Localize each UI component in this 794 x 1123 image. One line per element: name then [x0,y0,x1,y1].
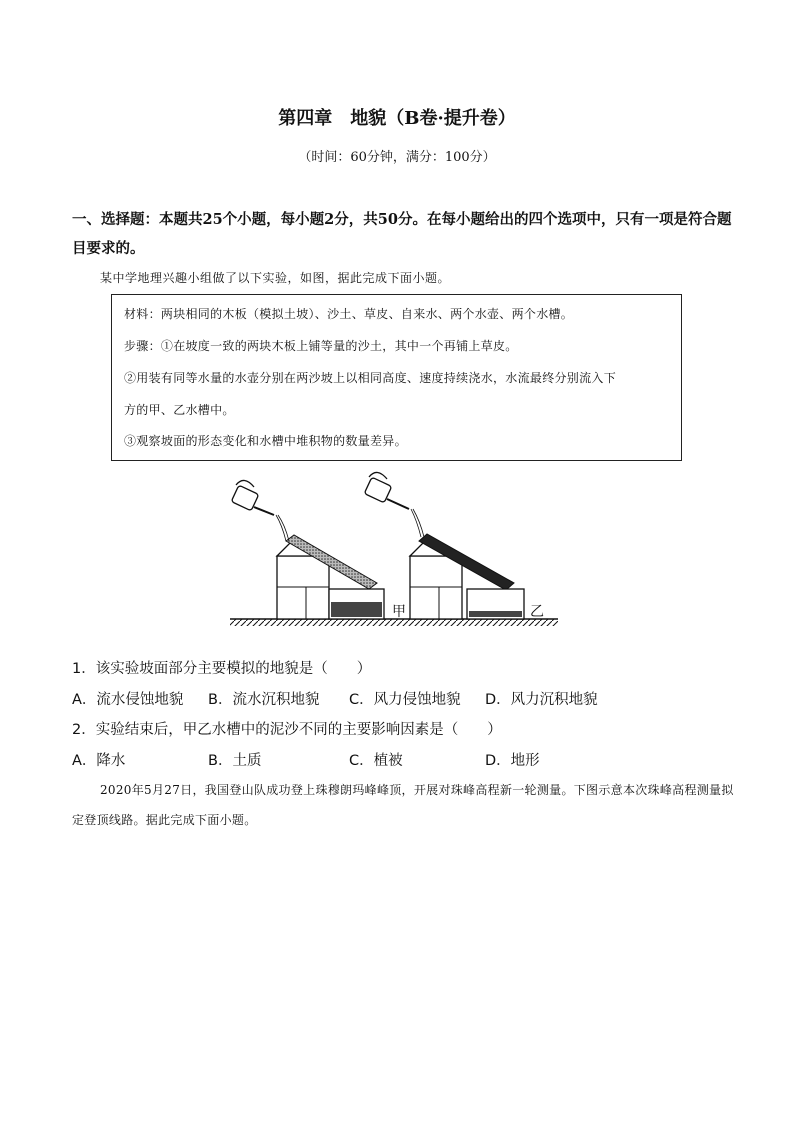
ground-hatch [230,619,558,626]
left-watering-can-icon [231,480,289,541]
box-line: 步骤：①在坡度一致的两块木板上铺等量的沙土，其中一个再铺上草皮。 [124,339,518,353]
right-setup [364,472,524,619]
right-watering-can-icon [364,472,424,537]
question-1-option-c: C．风力侵蚀地貌 [349,692,461,708]
box-line: 材料：两块相同的木板（模拟土坡）、沙土、草皮、自来水、两个水壶、两个水槽。 [124,307,574,321]
question-1-stem: 1．该实验坡面部分主要模拟的地貌是（ ） [72,661,372,677]
experiment-figure [222,471,562,631]
question-2-option-b: B．土质 [208,753,262,769]
label-jia: 甲 [392,604,406,620]
experiment-intro: 某中学地理兴趣小组做了以下实验，如图，据此完成下面小题。 [100,271,451,285]
left-setup [231,480,384,619]
page-subtitle: （时间：60分钟，满分：100分） [298,150,496,165]
box-line: ③观察坡面的形态变化和水槽中堆积物的数量差异。 [124,434,407,448]
question-2-option-a: A．降水 [72,753,126,769]
question-1-option-a: A．流水侵蚀地貌 [72,692,184,708]
question-2-stem: 2．实验结束后，甲乙水槽中的泥沙不同的主要影响因素是（ ） [72,722,502,738]
question-1-option-d: D．风力沉积地貌 [485,692,598,708]
label-yi: 乙 [530,604,544,620]
question-2-option-d: D．地形 [485,753,540,769]
question-1-option-b: B．流水沉积地貌 [208,692,320,708]
passage-text: 2020年5月27日，我国登山队成功登上珠穆朗玛峰峰顶，开展对珠峰高程新一轮测量。下图示意本次珠峰高程测量拟定登顶线路。据此完成下面小题。 [72,783,734,827]
question-2-option-c: C．植被 [349,753,403,769]
right-trough-sediment [469,611,522,617]
page-title: 第四章 地貌（B卷·提升卷） [278,108,516,129]
left-trough-sediment [331,602,382,617]
section-heading: 一、选择题：本题共25个小题，每小题2分，共50分。在每小题给出的四个选项中，只有一项是符合题目要求的。 [72,211,732,257]
experiment-box [111,294,682,461]
box-line: 方的甲、乙水槽中。 [124,403,235,417]
box-line: ②用装有同等水量的水壶分别在两沙坡上以相同高度、速度持续浇水，水流最终分别流入下 [124,371,617,385]
